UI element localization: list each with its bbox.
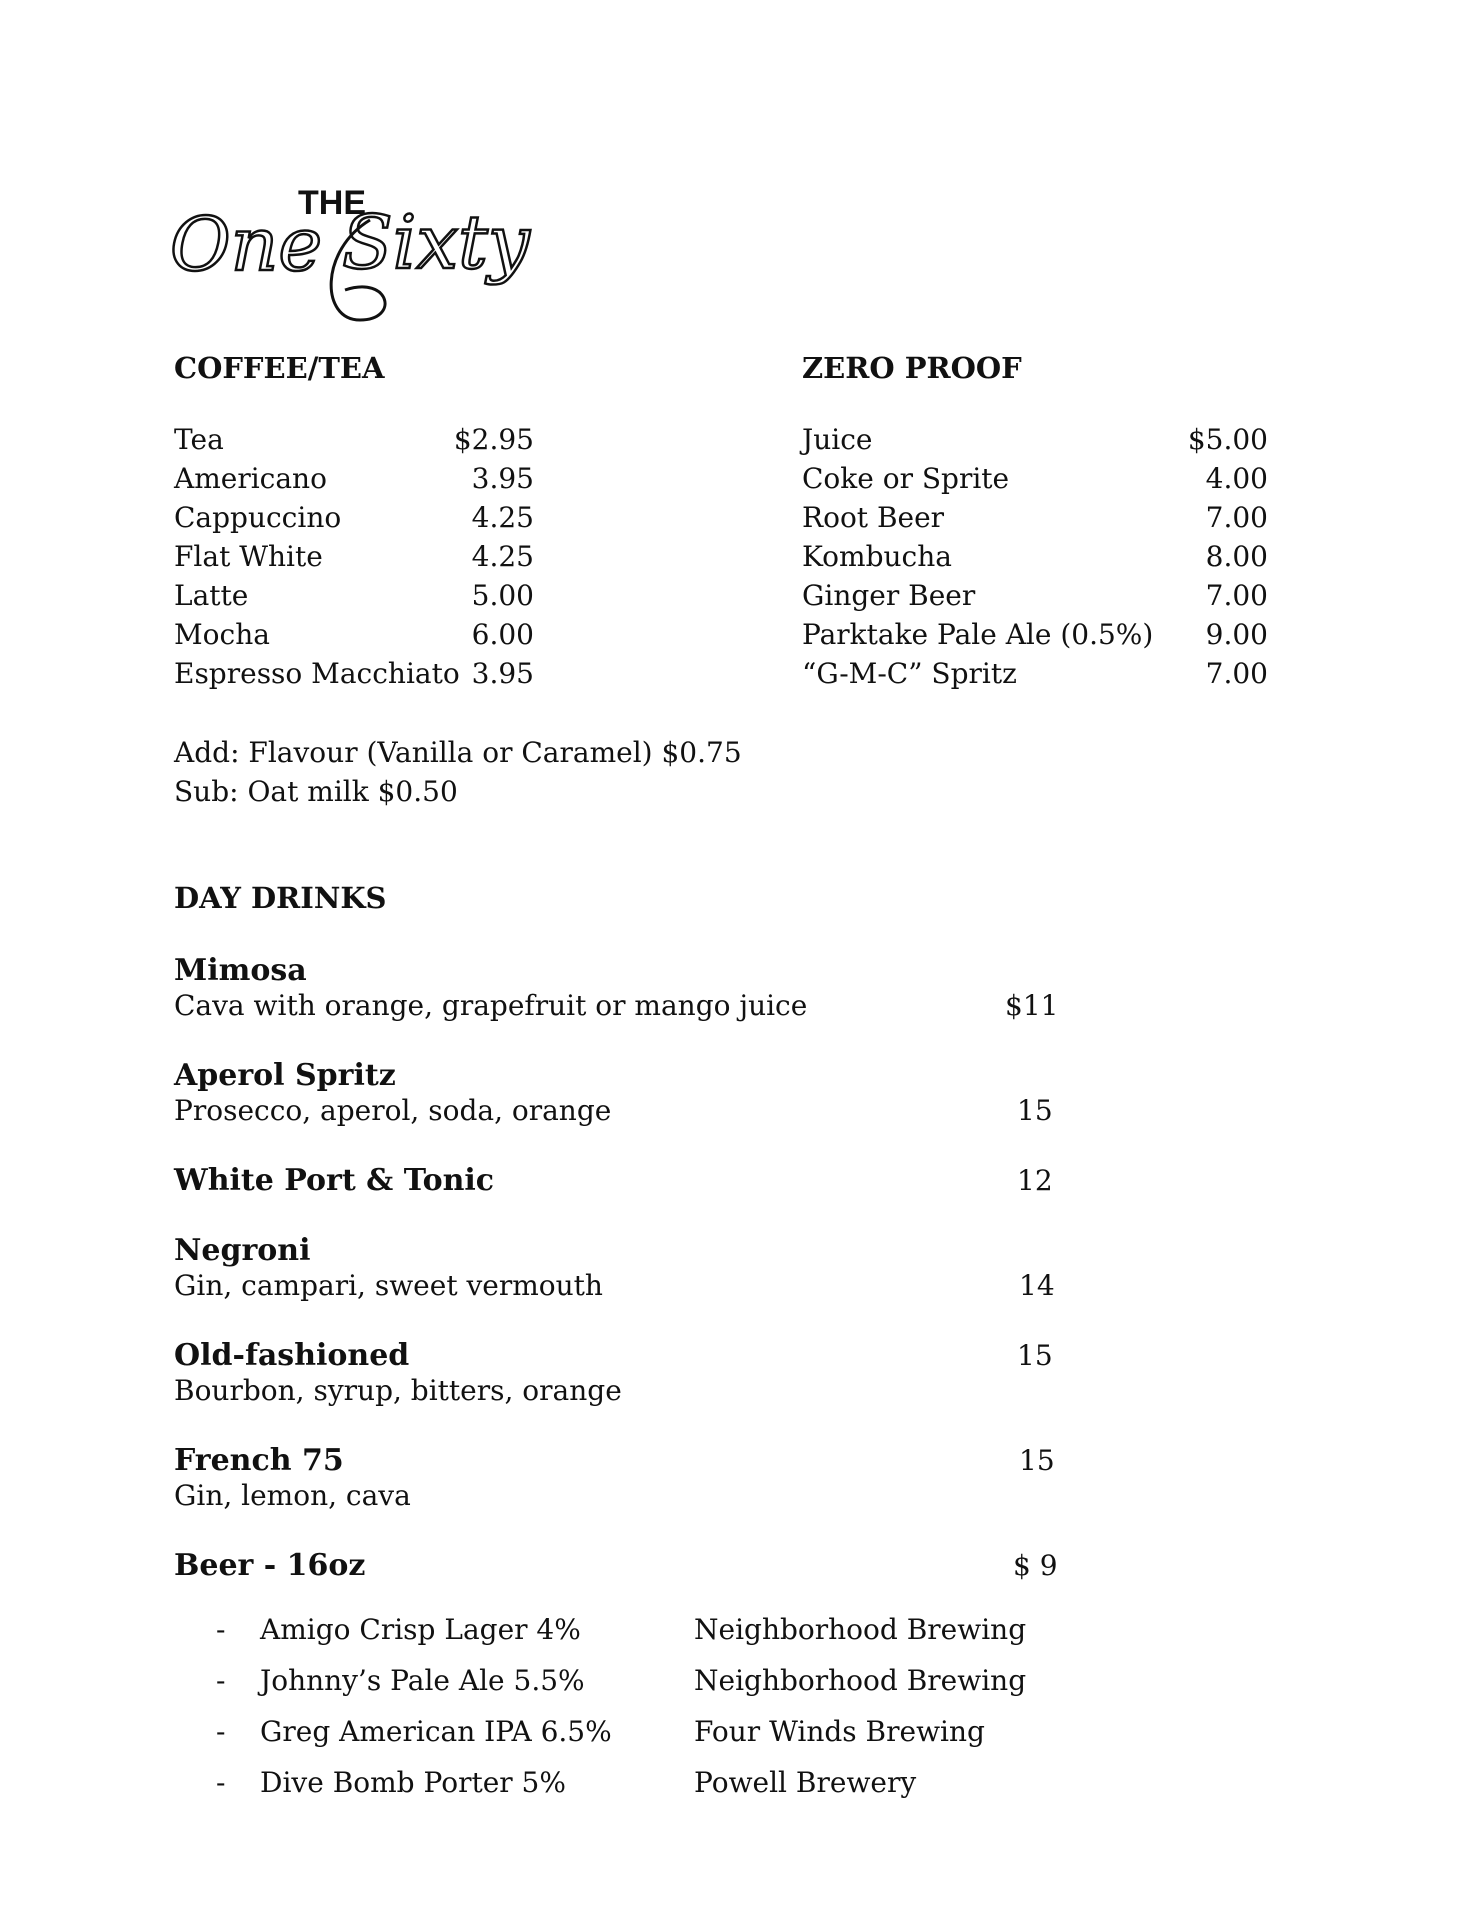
coffee-item [174,423,534,462]
coffee-item-name: Flat White [174,540,323,573]
coffee-item [174,657,534,696]
drink-desc-negroni: Gin, campari, sweet vermouth [174,1269,603,1302]
coffee-item-price: 5.00 [471,579,534,612]
beer-name: Dive Bomb Porter 5% [260,1766,566,1799]
drink-desc-old-fashioned: Bourbon, syrup, bitters, orange [174,1374,622,1407]
beer-item [174,1664,1034,1715]
beer-item [174,1613,1034,1664]
drink-name-aperol-spritz: Aperol Spritz [174,1058,396,1093]
zero-proof-item [802,501,1268,540]
drink-name-old-fashioned: Old-fashioned [174,1338,410,1373]
zero-proof-list [802,423,1268,696]
logo-the-text: THE [298,184,366,222]
coffee-sub-note: Sub: Oat milk $0.50 [174,775,458,808]
zero-proof-item-price: 7.00 [1205,657,1268,690]
drink-name-white-port-tonic: White Port & Tonic [174,1163,495,1198]
coffee-item-name: Mocha [174,618,270,651]
beer-brewery: Powell Brewery [694,1766,917,1799]
zero-proof-item-price: 9.00 [1205,618,1268,651]
beer-item [174,1715,1034,1766]
beer-name: Amigo Crisp Lager 4% [260,1613,581,1646]
coffee-heading: COFFEE/TEA [174,351,385,385]
coffee-item [174,540,534,579]
coffee-item-name: Cappuccino [174,501,342,534]
drink-desc-french-75: Gin, lemon, cava [174,1479,411,1512]
beer-price: $ 9 [1013,1549,1058,1582]
beer-bullet: - [216,1715,226,1748]
zero-proof-item [802,540,1268,579]
beer-bullet: - [216,1664,226,1697]
zero-proof-item-name: Root Beer [802,501,945,534]
brand-logo [170,180,560,330]
zero-proof-item-name: Ginger Beer [802,579,976,612]
coffee-item [174,462,534,501]
zero-proof-heading: ZERO PROOF [802,351,1022,385]
drink-price-aperol-spritz: 15 [1017,1094,1053,1127]
drink-desc-aperol-spritz: Prosecco, aperol, soda, orange [174,1094,612,1127]
zero-proof-item-name: Juice [802,423,873,456]
coffee-item-name: Tea [174,423,224,456]
beer-brewery: Neighborhood Brewing [694,1664,1027,1697]
beer-name: Greg American IPA 6.5% [260,1715,612,1748]
zero-proof-item-price: 7.00 [1205,501,1268,534]
drink-name-mimosa: Mimosa [174,953,307,988]
coffee-item-price: 3.95 [471,657,534,690]
coffee-item [174,579,534,618]
zero-proof-item-price: 7.00 [1205,579,1268,612]
zero-proof-item-price: 8.00 [1205,540,1268,573]
zero-proof-item-price: 4.00 [1205,462,1268,495]
zero-proof-item-name: Coke or Sprite [802,462,1010,495]
beer-bullet: - [216,1613,226,1646]
coffee-item-price: $2.95 [453,423,534,456]
zero-proof-item-name: Kombucha [802,540,952,573]
beer-brewery: Four Winds Brewing [694,1715,985,1748]
drink-price-mimosa: $11 [1005,989,1059,1022]
beer-brewery: Neighborhood Brewing [694,1613,1027,1646]
zero-proof-item [802,657,1268,696]
zero-proof-item-price: $5.00 [1187,423,1268,456]
zero-proof-item [802,579,1268,618]
zero-proof-item-name: “G-M-C” Spritz [802,657,1017,690]
coffee-item-price: 3.95 [471,462,534,495]
drink-price-old-fashioned: 15 [1017,1339,1053,1372]
coffee-item-name: Americano [174,462,327,495]
coffee-item-price: 6.00 [471,618,534,651]
drink-name-french-75: French 75 [174,1443,344,1478]
drink-desc-mimosa: Cava with orange, grapefruit or mango juice [174,989,808,1022]
drink-price-french-75: 15 [1019,1444,1055,1477]
beer-heading: Beer - 16oz [174,1548,366,1583]
beer-item [174,1766,1034,1817]
logo-one-text: One [170,202,323,288]
drink-name-negroni: Negroni [174,1233,311,1268]
drink-price-white-port-tonic: 12 [1017,1164,1053,1197]
day-drinks-heading: DAY DRINKS [174,881,387,915]
zero-proof-item-name: Parktake Pale Ale (0.5%) [802,618,1154,651]
coffee-list [174,423,534,696]
coffee-item-name: Espresso Macchiato [174,657,460,690]
coffee-item-name: Latte [174,579,249,612]
beer-name: Johnny’s Pale Ale 5.5% [260,1664,585,1697]
drink-price-negroni: 14 [1019,1269,1055,1302]
coffee-item-price: 4.25 [471,501,534,534]
coffee-item [174,501,534,540]
zero-proof-item [802,462,1268,501]
zero-proof-item [802,423,1268,462]
coffee-item [174,618,534,657]
coffee-add-note: Add: Flavour (Vanilla or Caramel) $0.75 [174,736,742,769]
beer-bullet: - [216,1766,226,1799]
logo-sixty-text: Sixty [342,200,530,286]
zero-proof-item [802,618,1268,657]
beer-list [174,1613,1034,1817]
coffee-item-price: 4.25 [471,540,534,573]
